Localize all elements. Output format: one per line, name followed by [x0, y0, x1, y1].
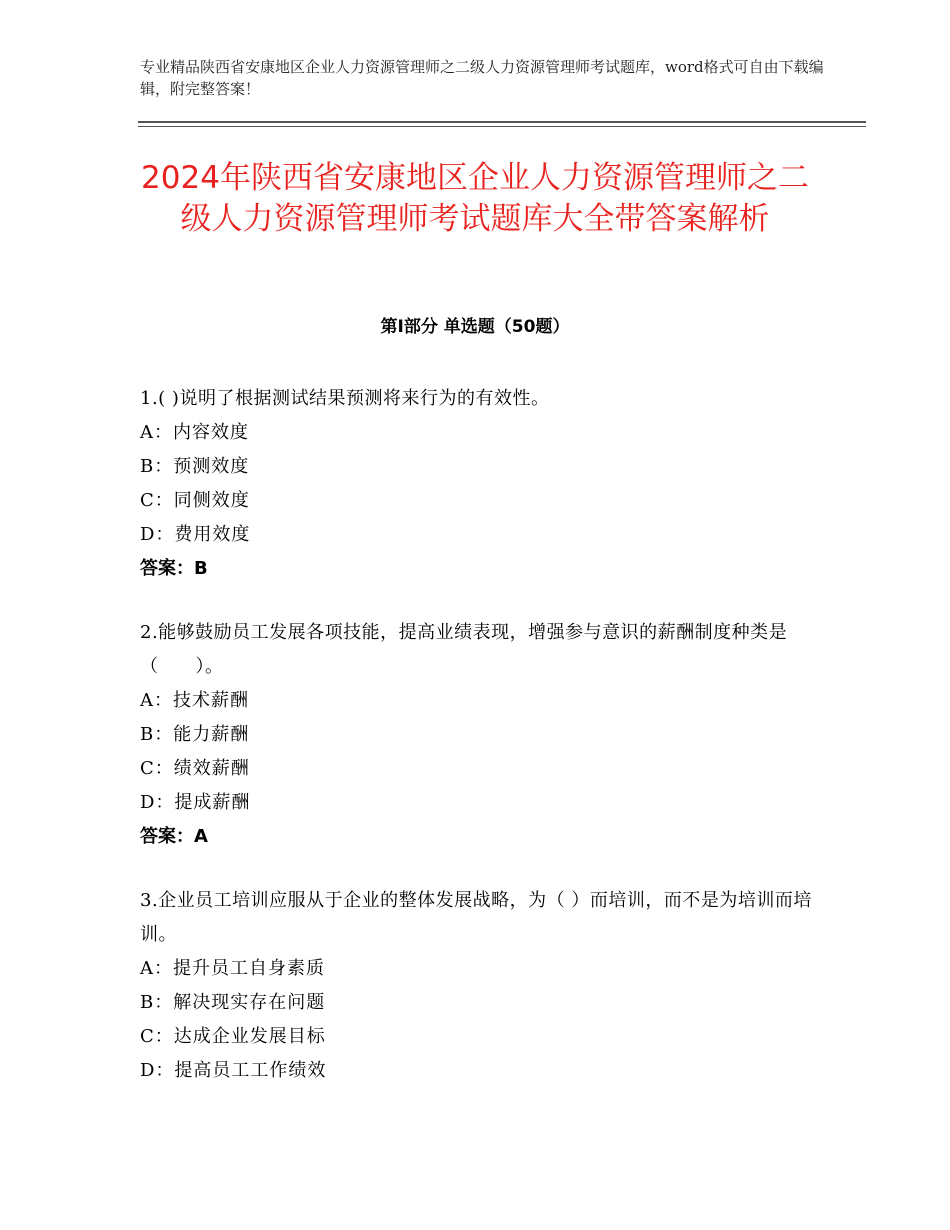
- option-a: A：提升员工自身素质: [140, 958, 325, 979]
- option-c: C：达成企业发展目标: [140, 1026, 326, 1047]
- answer-label: 答案：B: [140, 558, 208, 579]
- answer-label: 答案：A: [140, 826, 208, 847]
- option-b: B：能力薪酬: [140, 724, 250, 745]
- option-a: A：技术薪酬: [140, 690, 249, 711]
- header-rule-thin: [138, 126, 866, 127]
- option-c: C：同侧效度: [140, 490, 250, 511]
- question-list: [140, 382, 820, 1118]
- option-d: D：提高员工工作绩效: [140, 1060, 327, 1081]
- question-3: [140, 884, 820, 1088]
- option-d: D：提成薪酬: [140, 792, 251, 813]
- question-2: [140, 616, 820, 854]
- document-title: 2024年陕西省安康地区企业人力资源管理师之二级人力资源管理师考试题库大全带答案解析: [141, 160, 809, 237]
- option-a: A：内容效度: [140, 422, 249, 443]
- question-stem: 1.( )说明了根据测试结果预测将来行为的有效性。: [140, 388, 550, 409]
- section-title: 第Ⅰ部分 单选题（50题）: [380, 317, 570, 337]
- question-1: [140, 382, 820, 586]
- option-c: C：绩效薪酬: [140, 758, 250, 779]
- question-stem: 3.企业员工培训应服从于企业的整体发展战略，为（ ）而培训，而不是为培训而培训。: [140, 890, 812, 945]
- option-d: D：费用效度: [140, 524, 251, 545]
- header-rule-thick: [138, 121, 866, 123]
- option-b: B：解决现实存在问题: [140, 992, 326, 1013]
- question-stem: 2.能够鼓励员工发展各项技能，提高业绩表现，增强参与意识的薪酬制度种类是（ ）。: [140, 622, 788, 677]
- option-b: B：预测效度: [140, 456, 250, 477]
- header-note: 专业精品陕西省安康地区企业人力资源管理师之二级人力资源管理师考试题库，word格式可自由下载编辑，附完整答案！: [140, 58, 824, 98]
